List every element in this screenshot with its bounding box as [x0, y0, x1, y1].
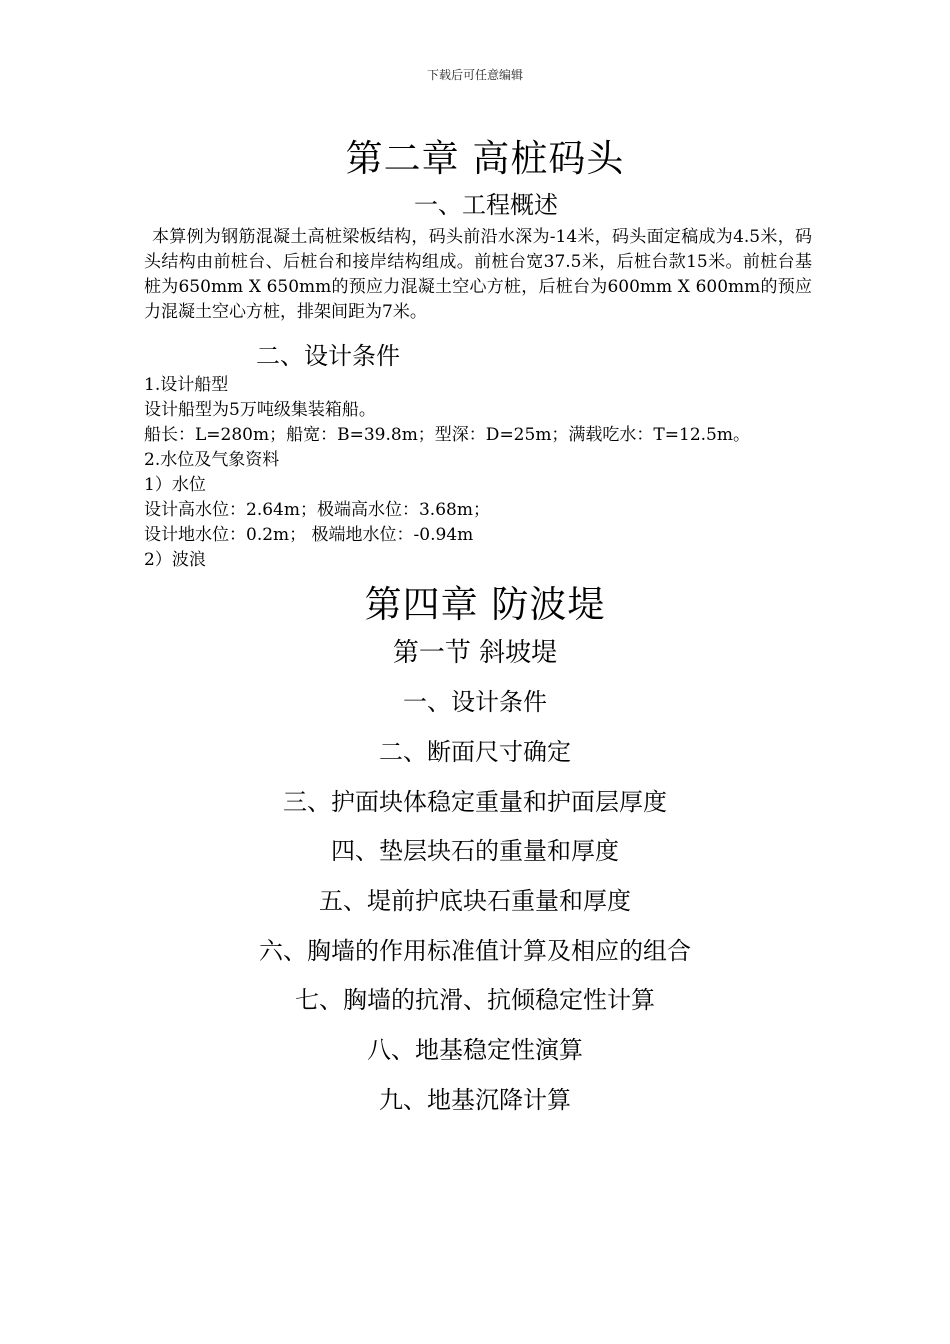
toc-item-3: 三、护面块体稳定重量和护面层厚度: [283, 788, 667, 816]
toc-item-9: 九、地基沉降计算: [379, 1086, 571, 1114]
header-note: 下载后可任意编辑: [426, 68, 523, 82]
design-line-3: 船长：L=280m；船宽：B=39.8m；型深：D=25m；满载吃水：T=12.5m。: [144, 425, 750, 445]
project-overview-paragraph: 本算例为钢筋混凝土高桩梁板结构，码头前沿水深为-14米，码头面定稿成为4.5米，码头结构由前桩台、后桩台和接岸结构组成。前桩台宽37.5米，后桩台款15米。前桩台基桩为650mm X 650mm的预应力混凝土空心方桩，后桩台为600mm X 600mm的预应力混凝土空心方桩，排架间距为7米。: [144, 227, 812, 322]
toc-item-8: 八、地基稳定性演算: [367, 1036, 583, 1064]
chapter-2-section-2-heading: 二、设计条件: [256, 342, 400, 370]
toc-item-7: 七、胸墙的抗滑、抗倾稳定性计算: [295, 986, 655, 1014]
chapter-2-section-1-heading: 一、工程概述: [414, 191, 558, 219]
design-line-4: 2.水位及气象资料: [144, 450, 280, 470]
chapter-2-title: 第二章 高桩码头: [345, 137, 625, 180]
toc-item-6: 六、胸墙的作用标准值计算及相应的组合: [259, 937, 691, 965]
toc-item-2: 二、断面尺寸确定: [379, 738, 571, 766]
chapter-4-subtitle: 第一节 斜坡堤: [392, 638, 558, 668]
design-line-5: 1）水位: [144, 475, 206, 495]
toc-item-5: 五、堤前护底块石重量和厚度: [319, 887, 631, 915]
design-line-7: 设计地水位：0.2m； 极端地水位：-0.94m: [144, 525, 474, 545]
toc-item-1: 一、设计条件: [403, 688, 547, 716]
design-line-1: 1.设计船型: [144, 375, 229, 395]
design-line-6: 设计高水位：2.64m；极端高水位：3.68m；: [144, 500, 490, 520]
toc-item-4: 四、垫层块石的重量和厚度: [331, 837, 619, 865]
design-line-2: 设计船型为5万吨级集装箱船。: [144, 400, 376, 420]
design-line-8: 2）波浪: [144, 550, 206, 570]
chapter-4-title: 第四章 防波堤: [364, 583, 606, 626]
